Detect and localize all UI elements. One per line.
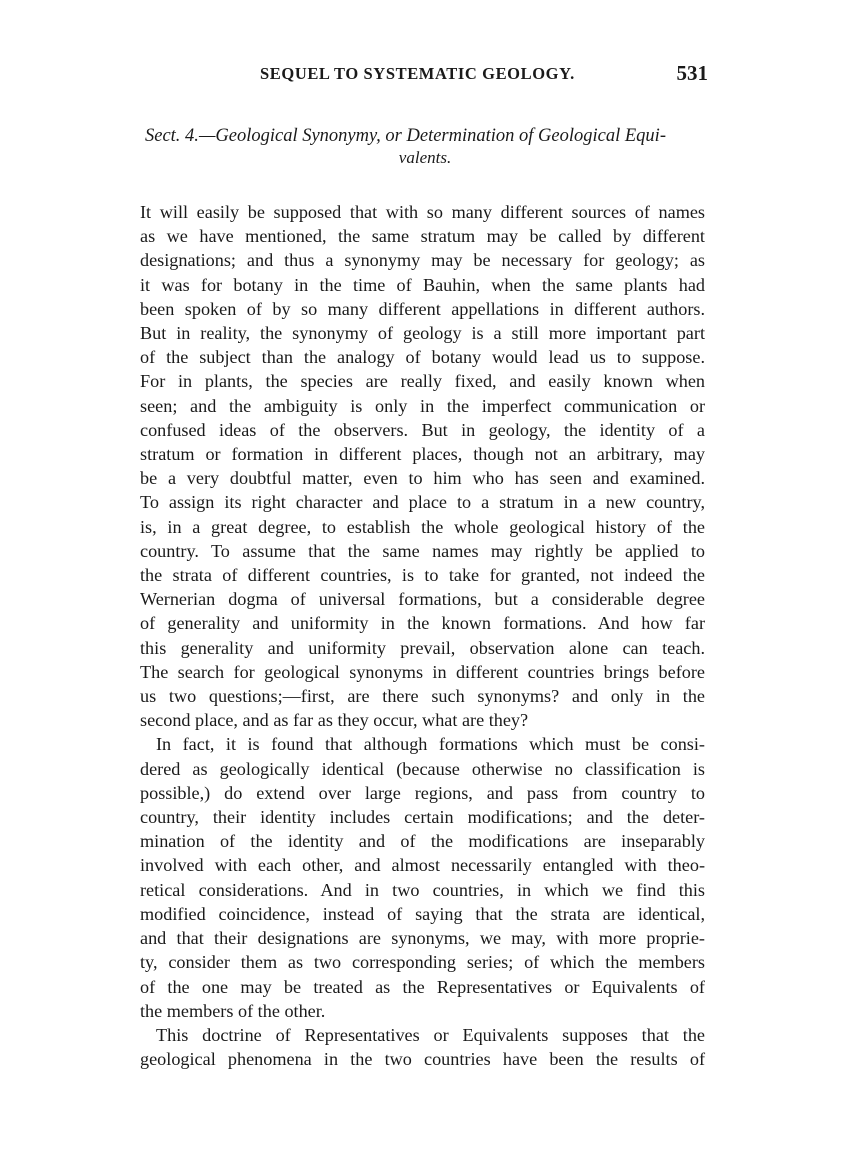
text-line: is, in a great degree, to establish the whole geological history of the [140,516,705,537]
text-line: ty, consider them as two corresponding series; of which the members [140,952,705,973]
paragraph-1 [140,200,705,732]
text-line: To assign its right character and place to a stratum in a new country, [140,492,705,513]
text-line: this generality and uniformity prevail, observation alone can teach. [140,637,705,658]
text-line: been spoken of by so many different appellations in different authors. [140,298,705,319]
paragraph-2 [140,732,705,1022]
section-title-part-1: —Geological Synonymy, or Determination of Geological Equi- [198,126,666,146]
text-line: country, their identity includes certain modifications; and the deter- [140,807,705,828]
paragraph-3 [140,1023,705,1071]
text-line: second place, and as far as they occur, what are they? [140,710,529,731]
text-line: modified coincidence, instead of saying that the strata are identical, [140,903,705,924]
text-line: confused ideas of the observers. But in geology, the identity of a [140,419,705,440]
text-line: the members of the other. [140,1000,326,1021]
section-label: Sect. 4. [145,126,199,146]
text-line: as we have mentioned, the same stratum may be called by different [140,226,705,247]
text-line: In fact, it is found that although formations which must be consi- [156,734,705,755]
text-line: dered as geologically identical (because otherwise no classification is [140,758,705,779]
section-heading [140,125,710,169]
text-line: This doctrine of Representatives or Equivalents supposes that the [156,1024,705,1045]
text-line: country. To assume that the same names may rightly be applied to [140,540,705,561]
text-line: the strata of different countries, is to take for granted, not indeed the [140,565,705,586]
text-line: stratum or formation in different places, though not an arbitrary, may [140,444,705,465]
text-line: possible,) do extend over large regions, and pass from country to [140,782,705,803]
running-title: SEQUEL TO SYSTEMATIC GEOLOGY. [260,64,575,83]
text-line: mination of the identity and of the modifications are inseparably [140,831,705,852]
text-line: Wernerian dogma of universal formations, but a considerable degree [140,589,705,610]
text-line: of the subject than the analogy of botany would lead us to suppose. [140,347,705,368]
body-text [140,200,705,1071]
text-line: involved with each other, and almost necessarily entangled with theo- [140,855,705,876]
text-line: be a very doubtful matter, even to him who has seen and examined. [140,468,705,489]
text-line: of generality and uniformity in the known formations. And how far [140,613,705,634]
text-line: us two questions;—first, are there such synonyms? and only in the [140,686,705,707]
section-title-part-2: valents. [398,148,452,167]
text-line: But in reality, the synonymy of geology is a still more important part [140,323,705,344]
page-number: 531 [676,61,708,85]
text-line: The search for geological synonyms in different countries brings before [140,661,705,682]
text-line: It will easily be supposed that with so many different sources of names [140,202,705,222]
text-line: designations; and thus a synonymy may be necessary for geology; as [140,250,705,271]
section-heading-line-1 [140,125,710,147]
text-line: seen; and the ambiguity is only in the imperfect communication or [140,395,705,416]
text-line: For in plants, the species are really fixed, and easily known when [140,371,705,392]
text-line: and that their designations are synonyms, we may, with more proprie- [140,928,705,949]
text-line: retical considerations. And in two countries, in which we find this [140,879,705,900]
text-line: of the one may be treated as the Representatives or Equivalents of [140,976,705,997]
running-header [140,62,710,88]
text-line: geological phenomena in the two countries have been the results of [140,1049,705,1070]
text-line: it was for botany in the time of Bauhin, when the same plants had [140,274,705,295]
